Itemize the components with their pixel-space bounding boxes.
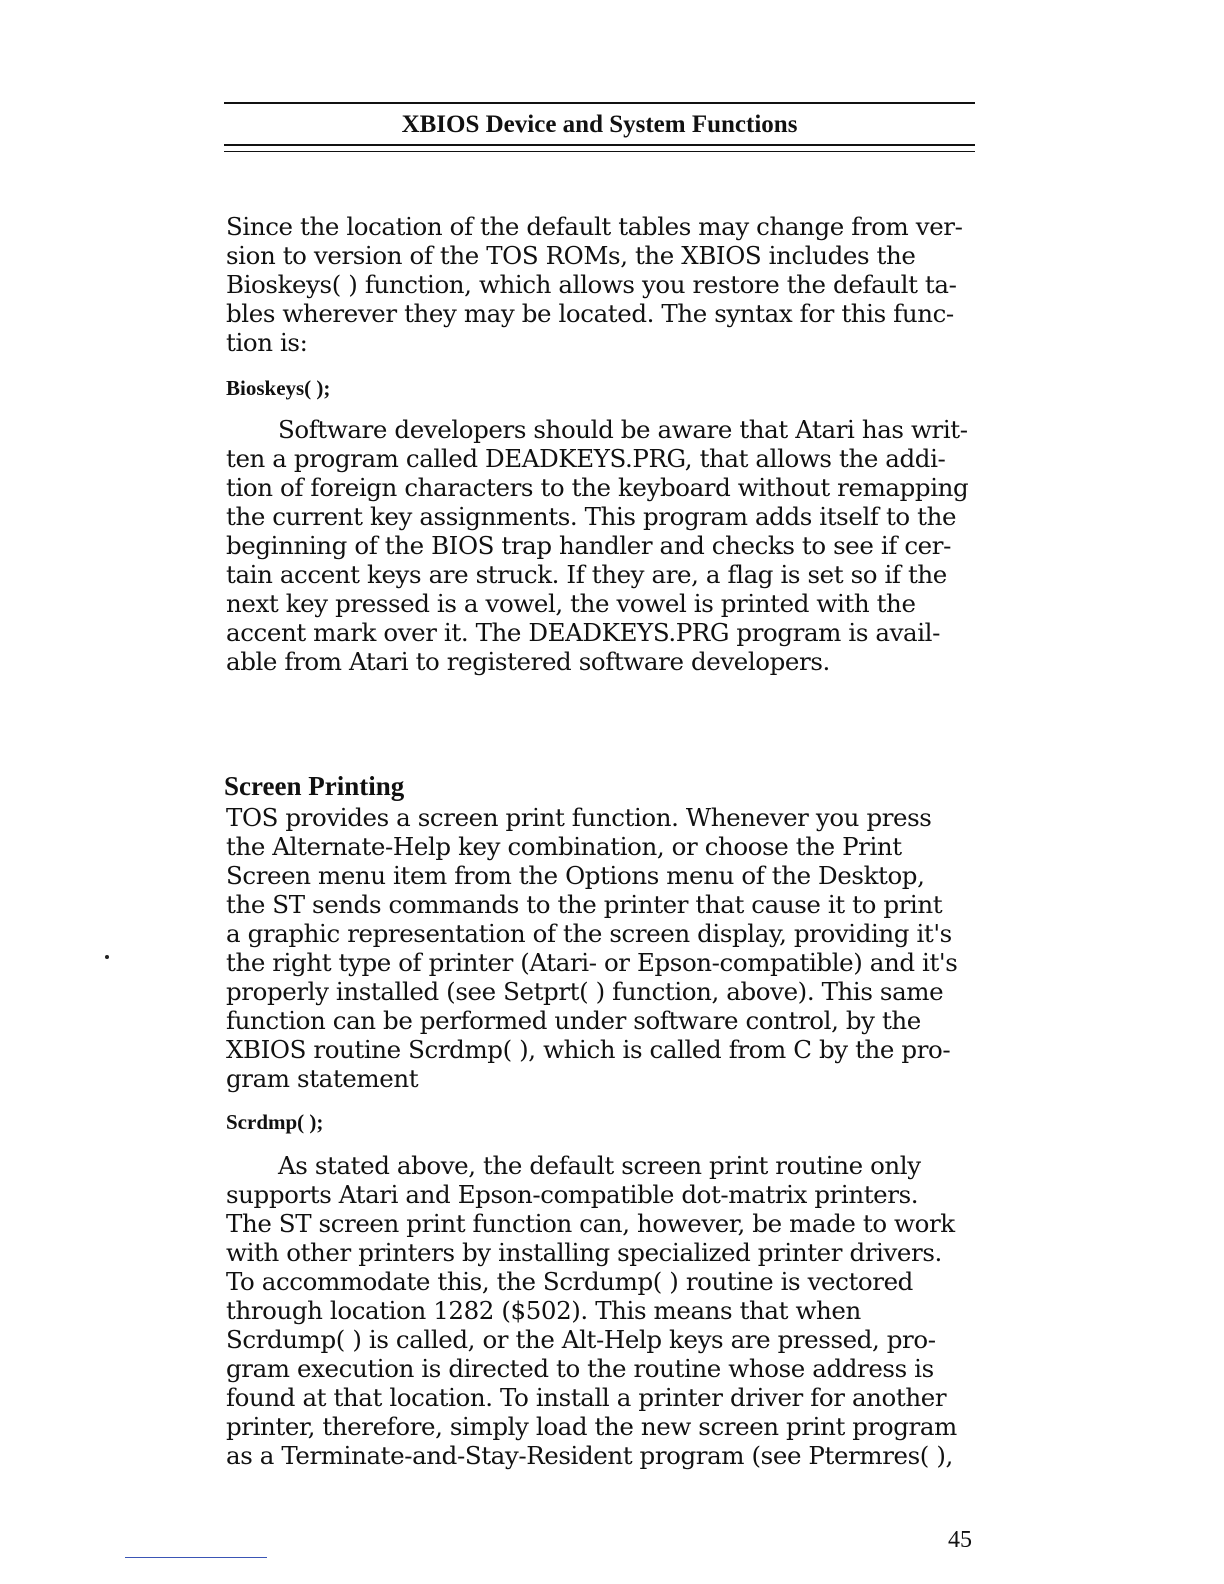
text-line: tion is:	[226, 328, 308, 357]
text-line: through location 1282 ($502). This means that when	[226, 1296, 861, 1325]
running-header-title: XBIOS Device and System Functions	[401, 111, 798, 138]
page-number: 45	[948, 1527, 972, 1553]
text-line: gram execution is directed to the routine whose address is	[226, 1354, 934, 1383]
text-line: the current key assignments. This program adds itself to the	[226, 502, 957, 531]
text-line: TOS provides a screen print function. Whenever you press	[226, 803, 932, 832]
text-line: Scrdump( ) is called, or the Alt-Help keys are pressed, pro-	[226, 1325, 936, 1354]
text-line: accent mark over it. The DEADKEYS.PRG program is avail-	[226, 618, 940, 647]
footer-rule	[125, 1557, 267, 1558]
text-line: XBIOS routine Scrdmp( ), which is called from C by the pro-	[226, 1035, 951, 1064]
text-line: properly installed (see Setprt( ) function, above). This same	[226, 977, 944, 1006]
text-line: Screen menu item from the Options menu of the Desktop,	[226, 861, 925, 890]
text-line: Software developers should be aware that Atari has writ-	[278, 415, 968, 444]
scan-speck	[105, 955, 109, 959]
text-line: beginning of the BIOS trap handler and checks to see if cer-	[226, 531, 951, 560]
header-rule-bottom	[224, 144, 975, 152]
paragraph-printer-drivers	[226, 1151, 986, 1470]
text-line: the right type of printer (Atari- or Epson-compatible) and it's	[226, 948, 958, 977]
text-line: Bioskeys( ) function, which allows you restore the default ta-	[226, 270, 957, 299]
text-line: Since the location of the default tables may change from ver-	[226, 212, 963, 241]
text-line: The ST screen print function can, however, be made to work	[226, 1209, 955, 1238]
text-line: the Alternate-Help key combination, or choose the Print	[226, 832, 902, 861]
text-line: ten a program called DEADKEYS.PRG, that allows the addi-	[226, 444, 946, 473]
text-line: sion to version of the TOS ROMs, the XBIOS includes the	[226, 241, 916, 270]
text-line: function can be performed under software control, by the	[226, 1006, 921, 1035]
text-line: As stated above, the default screen print routine only	[278, 1151, 921, 1180]
text-line: the ST sends commands to the printer that cause it to print	[226, 890, 943, 919]
text-line: with other printers by installing specialized printer drivers.	[226, 1238, 942, 1267]
text-line: a graphic representation of the screen display, providing it's	[226, 919, 952, 948]
text-line: tain accent keys are struck. If they are, a flag is set so if the	[226, 560, 947, 589]
code-bioskeys: Bioskeys( );	[226, 376, 331, 400]
section-heading-screen-printing: Screen Printing	[224, 771, 405, 801]
code-scrdmp: Scrdmp( );	[226, 1110, 324, 1134]
text-line: printer, therefore, simply load the new screen print program	[226, 1412, 957, 1441]
text-line: gram statement	[226, 1064, 419, 1093]
text-line: next key pressed is a vowel, the vowel is printed with the	[226, 589, 916, 618]
text-line: bles wherever they may be located. The syntax for this func-	[226, 299, 954, 328]
text-line: supports Atari and Epson-compatible dot-matrix printers.	[226, 1180, 919, 1209]
text-line: as a Terminate-and-Stay-Resident program (see Ptermres( ),	[226, 1441, 953, 1470]
text-line: tion of foreign characters to the keyboard without remapping	[226, 473, 969, 502]
paragraph-deadkeys	[226, 415, 986, 676]
text-line: able from Atari to registered software developers.	[226, 647, 830, 676]
text-line: found at that location. To install a printer driver for another	[226, 1383, 947, 1412]
paragraph-default-tables	[226, 212, 986, 357]
paragraph-screen-print	[226, 803, 986, 1093]
header-rule-top	[224, 102, 975, 104]
text-line: To accommodate this, the Scrdump( ) routine is vectored	[226, 1267, 913, 1296]
